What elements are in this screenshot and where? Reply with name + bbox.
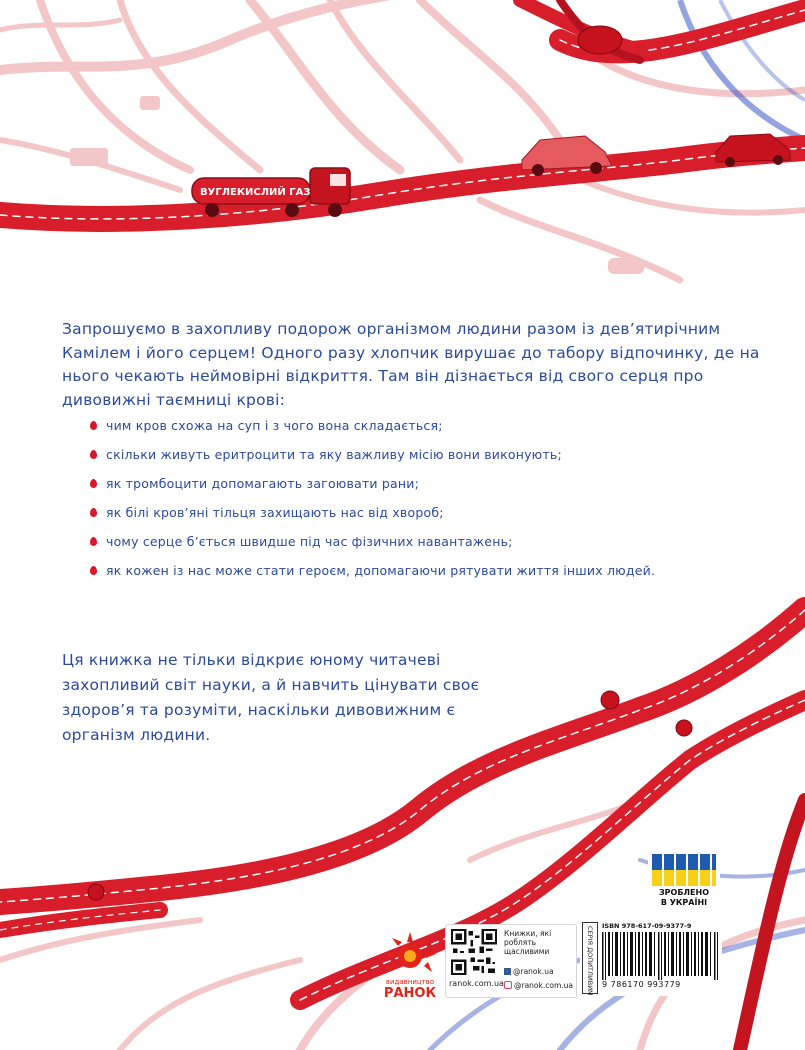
series-label: СЕРІЯ ДОПИТЛИВИМ (586, 926, 594, 996)
list-item (90, 472, 790, 501)
list-item (90, 530, 790, 559)
ukraine-flag-icon (652, 854, 716, 886)
list-item-text: як кожен із нас може стати героєм, допомагаючи рятувати життя інших людей. (106, 563, 656, 578)
facebook-text: @ranok.ua (513, 967, 554, 976)
publisher-url[interactable]: ranok.com.ua (449, 979, 504, 988)
blood-drop-icon (90, 479, 97, 488)
badge-line2: В УКРАЇНІ (660, 898, 708, 907)
blood-drop-icon (90, 508, 97, 517)
list-item-text: як білі кров’яні тільця захищають нас від хвороб; (106, 505, 444, 520)
ranok-logo (378, 930, 442, 1002)
facebook-handle[interactable] (504, 967, 554, 976)
qr-code-icon[interactable] (451, 929, 497, 975)
publisher-info-box (445, 924, 577, 998)
list-item (90, 443, 790, 472)
blood-drop-icon (90, 566, 97, 575)
facebook-icon (504, 968, 511, 975)
badge-text (650, 888, 718, 908)
red-roads-top (0, 0, 805, 219)
barcode-number: 9 786170 993779 (602, 980, 681, 989)
list-item (90, 414, 790, 443)
outro-paragraph: Ця книжка не тільки відкриє юному читачеві захопливий світ науки, а й навчить цінувати своє здоров’я та розуміти, наскільки дивовижним є організм людини. (62, 651, 480, 744)
blood-drop-icon (90, 537, 97, 546)
list-item-text: скільки живуть еритроцити та яку важливу місію вони виконують; (106, 447, 562, 462)
badge-line1: ЗРОБЛЕНО (658, 888, 710, 897)
ranok-logo-line1: видавництво (385, 978, 435, 986)
series-label-box (582, 922, 598, 994)
isbn-text: ISBN 978-617-09-9377-9 (602, 922, 692, 930)
blood-drop-icon (90, 421, 97, 430)
ranok-logo-line2: РАНОК (383, 986, 437, 1001)
list-item-text: як тромбоцити допомагають загоювати рани; (106, 476, 420, 491)
instagram-handle[interactable] (504, 981, 573, 990)
list-item (90, 501, 790, 530)
blood-drop-icon (90, 450, 97, 459)
list-item-text: чому серце б’ється швидше під час фізичних навантажень; (106, 534, 513, 549)
instagram-text: @ranok.com.ua (514, 981, 574, 990)
publisher-slogan: Книжки, які роблять щасливими (504, 929, 552, 956)
list-item (90, 559, 790, 588)
barcode-icon (602, 932, 720, 980)
tanker-label: ВУГЛЕКИСЛИЙ ГАЗ (200, 187, 311, 198)
list-item-text: чим кров схожа на суп і з чого вона складається; (106, 418, 443, 433)
intro-paragraph: Запрошуємо в захопливу подорож організмом людини разом із дев’ятирічним Камілем і його серцем! Одного разу хлопчик вирушає до табору відпочинку, де на нього чекають неймовірні відкриття. Там він дізнається від свого серця про дивовижні таємниці крові: (62, 320, 760, 409)
made-in-ukraine-badge (648, 852, 720, 910)
instagram-icon (504, 981, 512, 989)
bullet-list (90, 414, 790, 588)
red-car-top (578, 26, 622, 54)
